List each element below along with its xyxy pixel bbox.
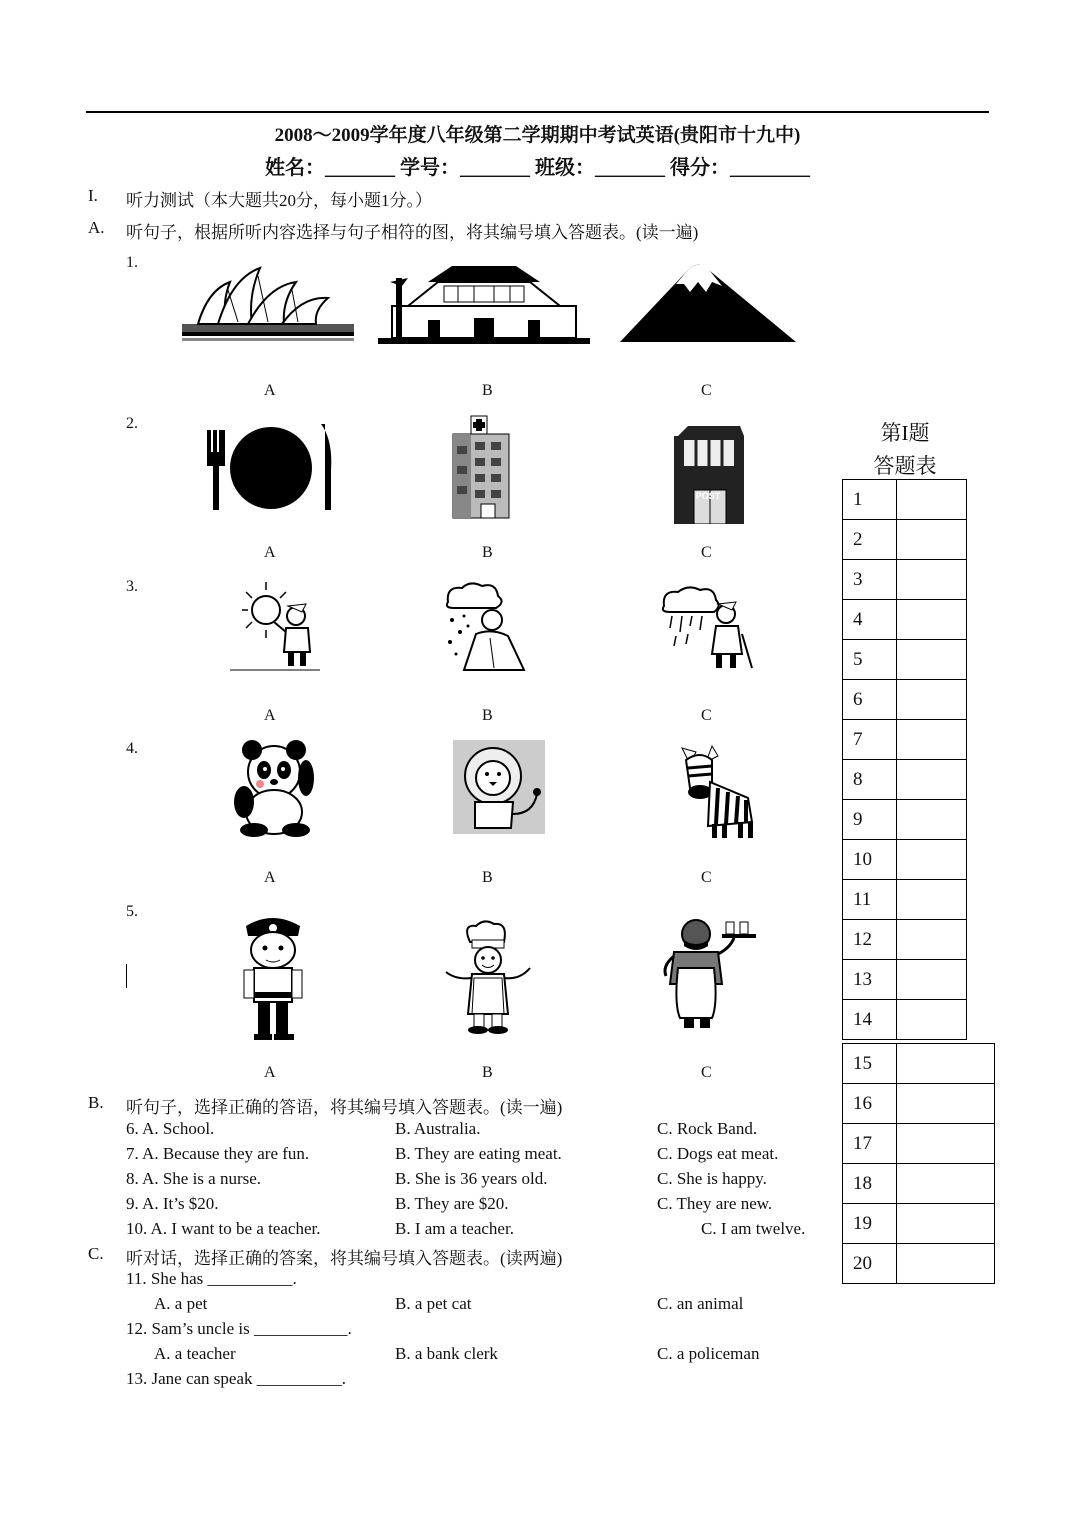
option-label: C <box>701 869 712 886</box>
text-cursor <box>126 964 127 988</box>
answer-option: C. an animal <box>657 1294 744 1313</box>
answer-cell[interactable] <box>897 800 967 840</box>
option-label: B <box>482 382 493 399</box>
answer-option: B. I am a teacher. <box>395 1219 514 1238</box>
row-number: 20 <box>843 1244 897 1284</box>
question-number: 3. <box>126 578 138 595</box>
option-label: A <box>264 382 276 399</box>
table-row <box>843 1000 967 1040</box>
row-number: 6 <box>843 680 897 720</box>
table-row <box>843 960 967 1000</box>
answer-option: C. a policeman <box>657 1344 760 1363</box>
answer-option: B. a pet cat <box>395 1294 472 1313</box>
answer-table-top <box>842 479 967 1040</box>
answer-option: 7. A. Because they are fun. <box>126 1144 310 1163</box>
lion-picture <box>453 740 545 834</box>
answer-option: B. Australia. <box>395 1119 481 1138</box>
table-row <box>843 1244 995 1284</box>
answer-option: 10. A. I want to be a teacher. <box>126 1219 321 1238</box>
student-info-line: 姓名：_______ 学号：_______ 班级：_______ 得分：________ <box>265 157 810 179</box>
rainy-weather-man-picture <box>660 584 756 672</box>
option-label: A <box>264 544 276 561</box>
answer-cell[interactable] <box>897 1000 967 1040</box>
chef-picture <box>442 918 534 1036</box>
table-row <box>843 680 967 720</box>
question-number: 1. <box>126 254 138 271</box>
answer-cell[interactable] <box>897 680 967 720</box>
answer-cell[interactable] <box>897 560 967 600</box>
answer-cell[interactable] <box>897 720 967 760</box>
row-number: 18 <box>843 1164 897 1204</box>
row-number: 11 <box>843 880 897 920</box>
question-number: 4. <box>126 740 138 757</box>
part-b-letter: B. <box>88 1093 104 1112</box>
part-a-instruction: 听句子，根据所听内容选择与句子相符的图，将其编号填入答题表。(读一遍) <box>126 223 699 242</box>
option-label: A <box>264 1064 276 1081</box>
table-row <box>843 1204 995 1244</box>
table-row <box>843 920 967 960</box>
part-b-instruction: 听句子，选择正确的答语，将其编号填入答题表。(读一遍) <box>126 1098 563 1117</box>
answer-option: C. I am twelve. <box>701 1219 806 1238</box>
answer-option: B. They are $20. <box>395 1194 509 1213</box>
answer-option: C. She is happy. <box>657 1169 767 1188</box>
page-title: 2008～2009学年度八年级第二学期期中考试英语(贵阳市十九中) <box>274 125 801 146</box>
question-12: 12. Sam’s uncle is ___________. <box>126 1319 352 1338</box>
table-row <box>843 480 967 520</box>
answer-option: A. a teacher <box>154 1344 236 1363</box>
answer-table-heading: 答题表 <box>873 454 937 478</box>
answer-cell[interactable] <box>897 1084 995 1124</box>
option-label: B <box>482 869 493 886</box>
row-number: 14 <box>843 1000 897 1040</box>
answer-cell[interactable] <box>897 1124 995 1164</box>
answer-cell[interactable] <box>897 1044 995 1084</box>
tiananmen-picture <box>378 258 590 348</box>
section-title: 听力测试（本大题共20分，每小题1分。） <box>126 191 432 210</box>
row-number: 13 <box>843 960 897 1000</box>
answer-cell[interactable] <box>897 840 967 880</box>
answer-option: C. Rock Band. <box>657 1119 758 1138</box>
row-number: 19 <box>843 1204 897 1244</box>
snowy-weather-man-picture <box>440 580 532 674</box>
answer-cell[interactable] <box>897 920 967 960</box>
table-row <box>843 520 967 560</box>
answer-cell[interactable] <box>897 760 967 800</box>
sydney-opera-house-picture <box>178 262 358 346</box>
post-sign: POST <box>695 491 721 501</box>
table-row <box>843 1044 995 1084</box>
row-number: 17 <box>843 1124 897 1164</box>
answer-option: 6. A. School. <box>126 1119 215 1138</box>
mount-fuji-picture <box>620 262 796 346</box>
table-row <box>843 600 967 640</box>
answer-cell[interactable] <box>897 960 967 1000</box>
question-number: 5. <box>126 903 138 920</box>
table-row <box>843 560 967 600</box>
answer-cell[interactable] <box>897 480 967 520</box>
answer-cell[interactable] <box>897 1204 995 1244</box>
option-label: B <box>482 544 493 561</box>
table-row <box>843 1084 995 1124</box>
part-a-letter: A. <box>88 218 105 237</box>
row-number: 10 <box>843 840 897 880</box>
table-row <box>843 880 967 920</box>
row-number: 4 <box>843 600 897 640</box>
row-number: 15 <box>843 1044 897 1084</box>
restaurant-plate-picture <box>205 420 335 512</box>
section-numeral: I. <box>88 186 98 205</box>
option-label: B <box>482 707 493 724</box>
row-number: 2 <box>843 520 897 560</box>
answer-cell[interactable] <box>897 880 967 920</box>
table-row <box>843 800 967 840</box>
waiter-picture <box>660 914 756 1032</box>
option-label: A <box>264 869 276 886</box>
post-office-picture <box>672 426 746 524</box>
option-label: C <box>701 382 712 399</box>
question-number: 2. <box>126 415 138 432</box>
sunny-weather-man-picture <box>230 578 322 672</box>
answer-cell[interactable] <box>897 640 967 680</box>
table-row <box>843 840 967 880</box>
answer-option: 9. A. It’s $20. <box>126 1194 219 1213</box>
answer-cell[interactable] <box>897 1164 995 1204</box>
answer-option: 8. A. She is a nurse. <box>126 1169 262 1188</box>
answer-option: C. They are new. <box>657 1194 773 1213</box>
answer-cell[interactable] <box>897 600 967 640</box>
row-number: 7 <box>843 720 897 760</box>
top-rule <box>86 111 989 113</box>
part-c-letter: C. <box>88 1244 104 1263</box>
option-label: A <box>264 707 276 724</box>
zebra-picture <box>672 742 764 842</box>
hospital-building-picture <box>445 414 517 520</box>
option-label: C <box>701 1064 712 1081</box>
option-label: C <box>701 544 712 561</box>
row-number: 1 <box>843 480 897 520</box>
table-row <box>843 1124 995 1164</box>
table-row <box>843 1164 995 1204</box>
row-number: 12 <box>843 920 897 960</box>
table-row <box>843 760 967 800</box>
row-number: 5 <box>843 640 897 680</box>
policeman-picture <box>240 910 306 1042</box>
table-row <box>843 720 967 760</box>
panda-picture <box>230 738 318 838</box>
answer-option: B. a bank clerk <box>395 1344 498 1363</box>
answer-option: A. a pet <box>154 1294 208 1313</box>
question-13: 13. Jane can speak __________. <box>126 1369 347 1388</box>
row-number: 9 <box>843 800 897 840</box>
answer-table-heading: 第I题 <box>880 421 930 445</box>
answer-table-bottom <box>842 1043 995 1284</box>
answer-cell[interactable] <box>897 520 967 560</box>
answer-cell[interactable] <box>897 1244 995 1284</box>
question-11: 11. She has __________. <box>126 1269 297 1288</box>
answer-option: B. They are eating meat. <box>395 1144 562 1163</box>
table-row <box>843 640 967 680</box>
option-label: B <box>482 1064 493 1081</box>
answer-option: C. Dogs eat meat. <box>657 1144 779 1163</box>
option-label: C <box>701 707 712 724</box>
part-c-instruction: 听对话，选择正确的答案，将其编号填入答题表。(读两遍) <box>126 1249 563 1268</box>
row-number: 8 <box>843 760 897 800</box>
row-number: 3 <box>843 560 897 600</box>
row-number: 16 <box>843 1084 897 1124</box>
answer-option: B. She is 36 years old. <box>395 1169 548 1188</box>
